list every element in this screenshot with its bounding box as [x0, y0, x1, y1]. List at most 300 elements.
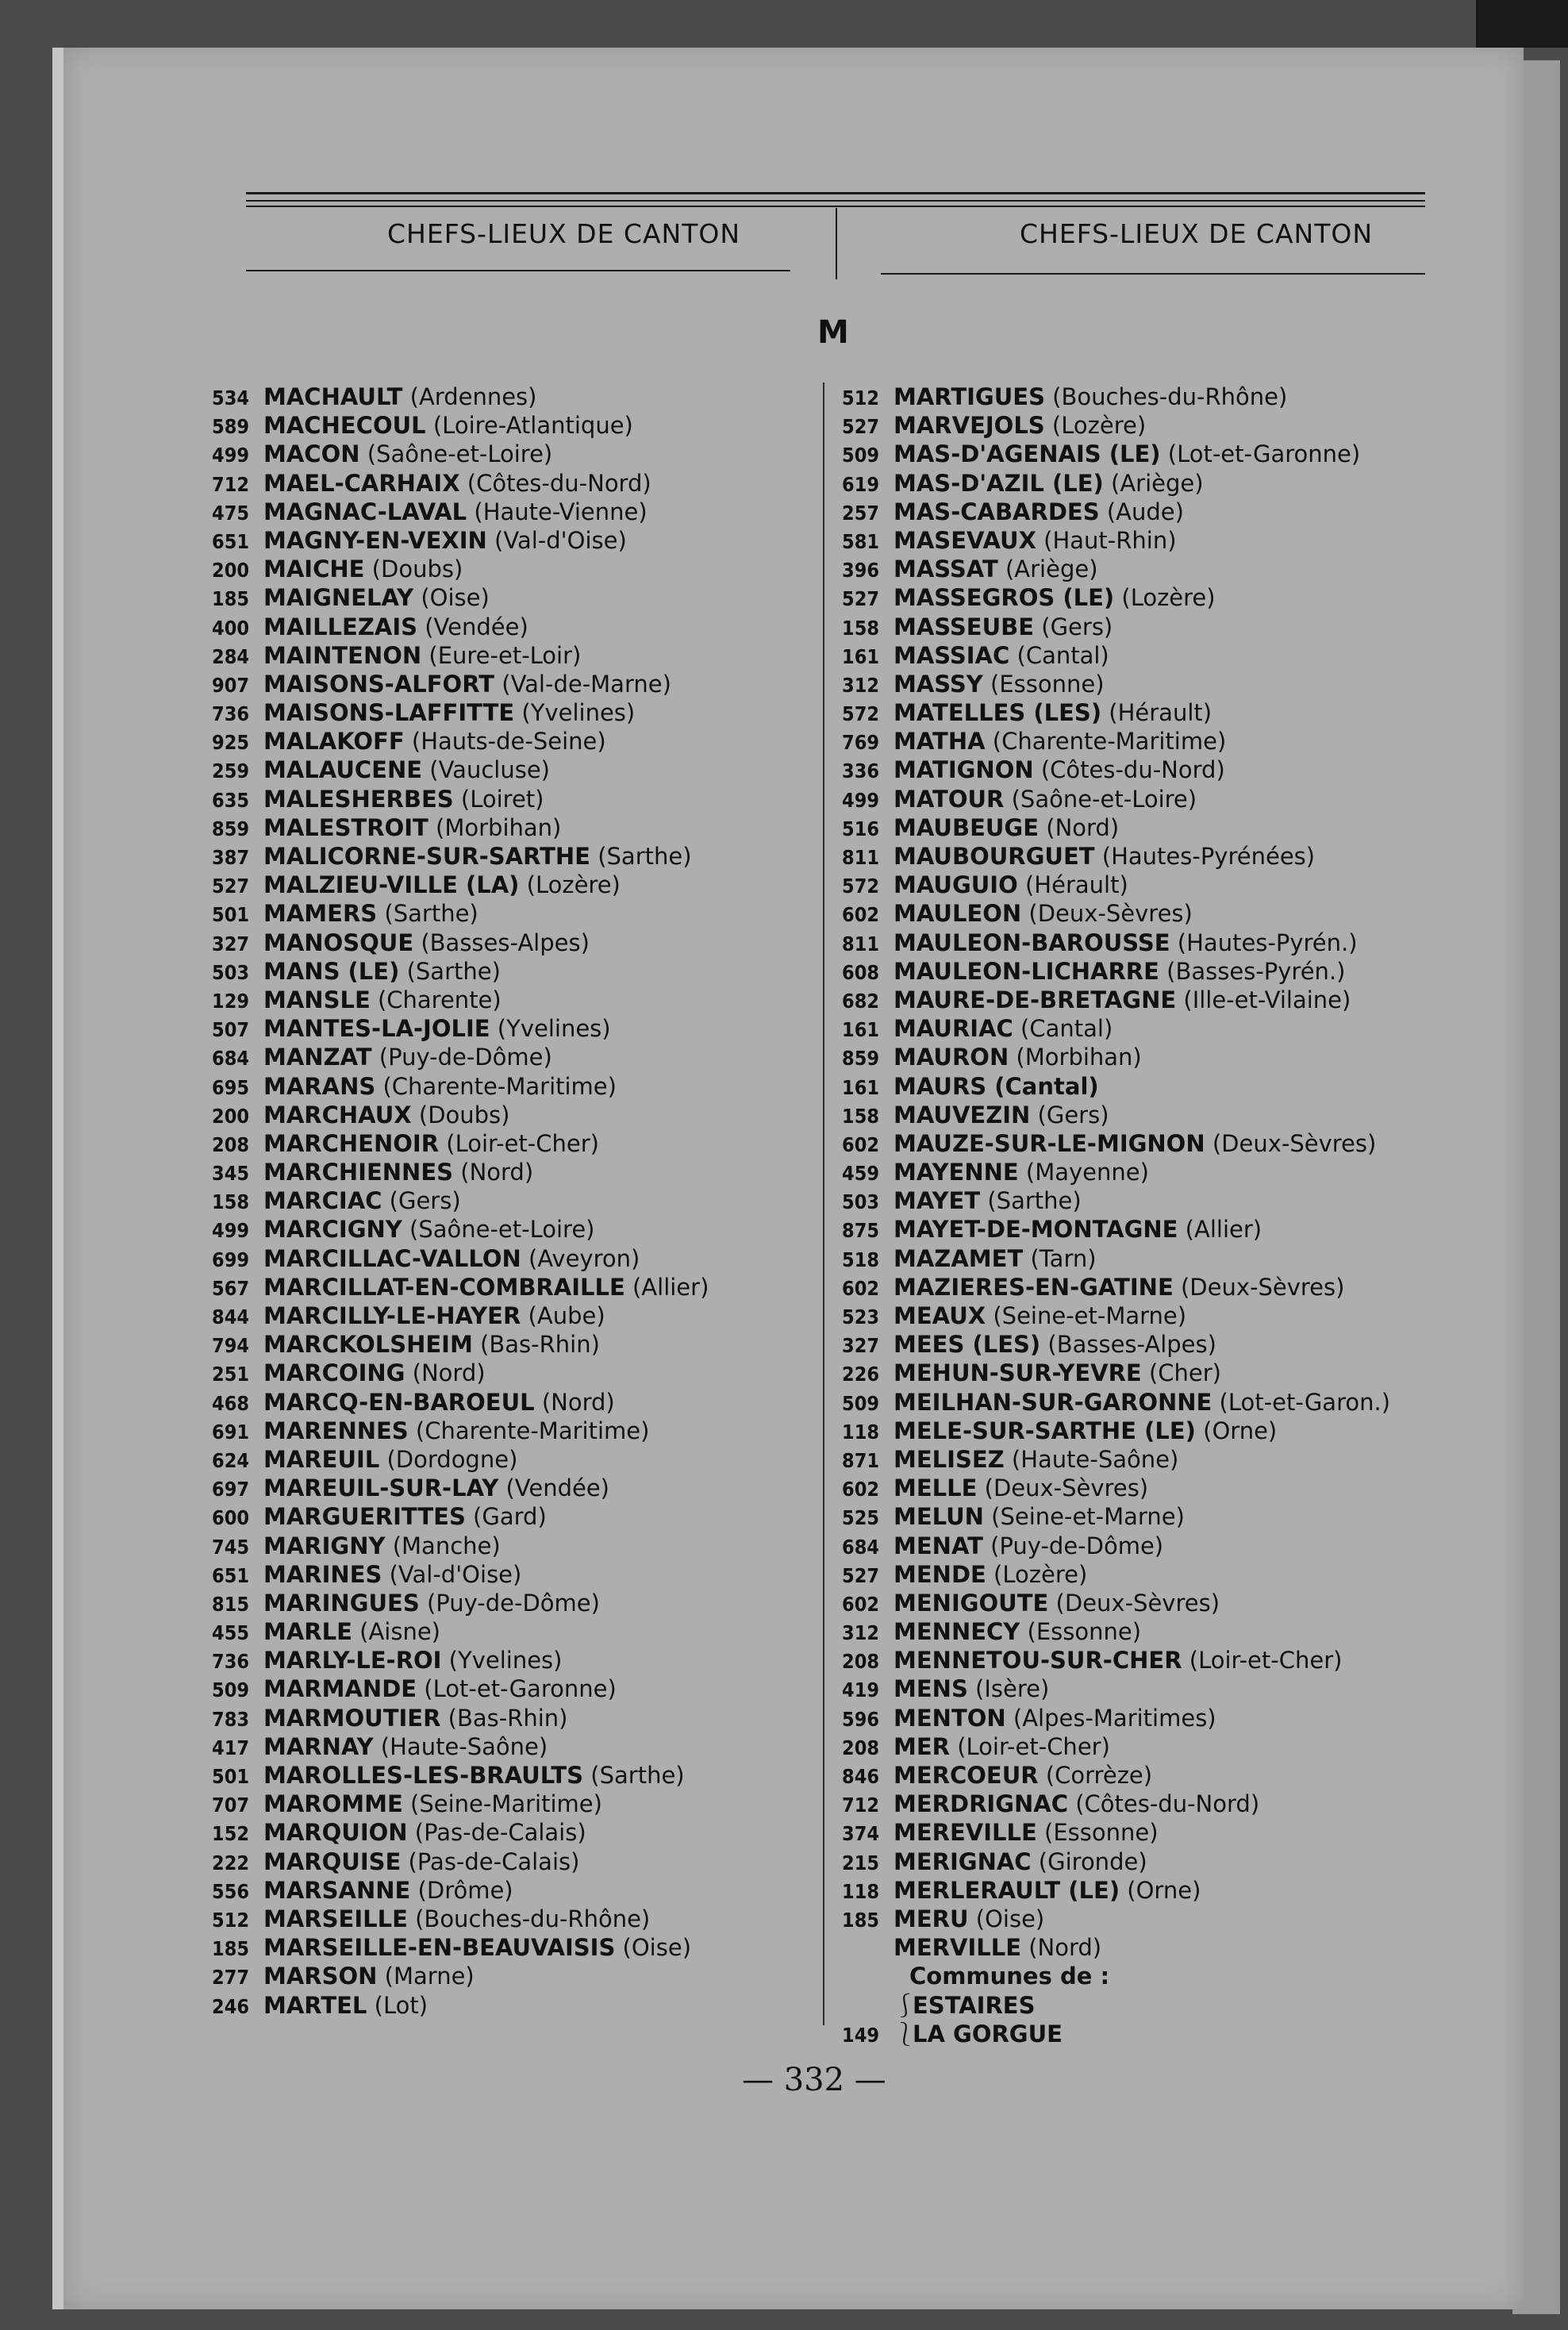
department-name: (Morbihan)	[428, 813, 562, 841]
list-item	[830, 986, 1390, 1014]
department-name: (Oise)	[413, 584, 490, 612]
list-item	[830, 555, 1390, 583]
page-reference: 523	[842, 1305, 879, 1328]
list-item	[830, 440, 1390, 468]
canton-name: MENNECY	[894, 1618, 1020, 1646]
department-name: (Deux-Sèvres)	[1173, 1273, 1345, 1301]
department-name: (Pas-de-Calais)	[407, 1819, 586, 1847]
list-item	[830, 1847, 1390, 1876]
department-name: (Vendée)	[498, 1475, 609, 1502]
page-reference: 226	[842, 1363, 879, 1386]
page-reference: 567	[212, 1276, 249, 1300]
department-name: (Côtes-du-Nord)	[1068, 1790, 1260, 1818]
canton-name: MASSAT	[894, 556, 998, 583]
page-reference: 149	[842, 2023, 879, 2047]
page-reference: 222	[212, 1851, 249, 1874]
page-reference: 691	[212, 1420, 249, 1444]
canton-name: MARMANDE	[263, 1675, 417, 1703]
canton-name: MERCOEUR	[894, 1762, 1039, 1789]
department-name: (Dordogne)	[379, 1445, 518, 1473]
page-reference: 257	[842, 501, 879, 525]
page-reference: 871	[842, 1448, 879, 1472]
page-reference: 459	[842, 1162, 879, 1186]
canton-name: MAUGUIO	[894, 871, 1018, 899]
canton-name: MARLY-LE-ROI	[263, 1647, 442, 1674]
canton-name: MAURON	[894, 1044, 1009, 1071]
canton-name: MANSLE	[263, 986, 371, 1013]
department-name: (Saône-et-Loire)	[402, 1216, 595, 1244]
department-name: (Val-d'Oise)	[486, 526, 627, 554]
list-item	[200, 498, 709, 526]
page-reference: 161	[842, 1075, 879, 1099]
page-reference: 251	[212, 1363, 249, 1386]
list-item	[200, 1617, 709, 1646]
top-rule-1	[246, 192, 1425, 194]
page-reference: 185	[212, 587, 249, 611]
list-item	[200, 871, 709, 899]
list-item	[830, 1474, 1390, 1502]
page-reference: 152	[212, 1822, 249, 1846]
canton-name: MAIGNELAY	[263, 584, 414, 612]
department-name: (Bas-Rhin)	[440, 1704, 568, 1732]
page-reference: 417	[212, 1736, 249, 1759]
canton-name: MACON	[263, 440, 360, 468]
page-number: — 332 —	[742, 2062, 886, 2098]
page-reference: 697	[212, 1478, 249, 1501]
page-reference: 736	[212, 1650, 249, 1674]
canton-name: MAILLEZAIS	[263, 613, 418, 640]
page-reference: 602	[842, 1132, 879, 1156]
list-item	[830, 1790, 1390, 1818]
department-name: (Nord)	[405, 1359, 486, 1387]
list-item	[830, 1532, 1390, 1560]
communes-label: Communes de :	[909, 1963, 1110, 1990]
page-reference: 635	[212, 788, 249, 812]
department-name: (Essonne)	[1020, 1618, 1142, 1646]
canton-name: MANOSQUE	[263, 929, 414, 956]
canton-name: MARCIGNY	[263, 1216, 402, 1244]
department-name: (Gers)	[1030, 1101, 1109, 1128]
department-name: (Hauts-de-Seine)	[404, 728, 606, 756]
page-reference: 158	[212, 1190, 249, 1214]
canton-name: MARINES	[263, 1560, 382, 1588]
department-name: (Lozère)	[1044, 412, 1147, 440]
page-reference: 512	[842, 386, 879, 409]
department-name: (Allier)	[625, 1273, 709, 1301]
page-reference: 602	[842, 1592, 879, 1616]
page-reference: 527	[842, 587, 879, 611]
header-divider	[836, 208, 837, 279]
canton-name: MARNAY	[263, 1732, 374, 1760]
brace-mark: ⎱	[894, 2020, 917, 2047]
department-name: (Orne)	[1120, 1876, 1201, 1904]
page-reference: 499	[842, 788, 879, 812]
department-name: (Hérault)	[1101, 699, 1213, 727]
list-item	[830, 1273, 1390, 1301]
list-item	[830, 1101, 1390, 1129]
list-item	[830, 929, 1390, 957]
department-name: (Seine-Maritime)	[402, 1790, 602, 1818]
page-reference: 129	[212, 989, 249, 1013]
canton-name: MARCKOLSHEIM	[263, 1331, 473, 1359]
department-name: (Basses-Pyrén.)	[1159, 957, 1346, 985]
list-item	[200, 1876, 709, 1905]
department-name: (Isère)	[967, 1675, 1050, 1703]
department-name: (Vaucluse)	[422, 756, 550, 784]
canton-name: MASEVAUX	[894, 526, 1036, 554]
page-reference: 327	[842, 1334, 879, 1358]
department-name: (Seine-et-Marne)	[986, 1302, 1187, 1329]
canton-name: MENAT	[894, 1532, 983, 1559]
list-item	[200, 727, 709, 756]
canton-name: MALESHERBES	[263, 785, 454, 813]
department-name: (Manche)	[385, 1532, 501, 1559]
canton-name: MAISONS-LAFFITTE	[263, 699, 515, 727]
page-reference: 619	[842, 472, 879, 496]
department-name: (Sarthe)	[583, 1762, 685, 1789]
department-name: (Ardennes)	[402, 383, 537, 410]
commune-item	[830, 1991, 1390, 2020]
canton-name: MEREVILLE	[894, 1819, 1037, 1847]
list-item	[200, 1962, 709, 1990]
page-reference: 327	[212, 932, 249, 955]
department-name: (Doubs)	[364, 556, 463, 583]
list-item	[200, 1905, 709, 1933]
department-name: (Loiret)	[453, 785, 544, 813]
page-reference: 208	[842, 1650, 879, 1674]
page-reference: 608	[842, 960, 879, 984]
canton-name: MASSIAC	[894, 641, 1010, 669]
list-item	[200, 1129, 709, 1158]
department-name: (Sarthe)	[399, 957, 501, 985]
page-reference: 736	[212, 702, 249, 726]
canton-name: MAULEON-LICHARRE	[894, 957, 1159, 985]
department-name: (Hautes-Pyrén.)	[1170, 929, 1358, 956]
department-name: (Gironde)	[1031, 1847, 1147, 1875]
list-item	[830, 1704, 1390, 1732]
list-item	[830, 1617, 1390, 1646]
canton-name: MAUBOURGUET	[894, 843, 1095, 870]
canton-name: MARSANNE	[263, 1876, 411, 1904]
list-item	[200, 842, 709, 871]
page-reference: 556	[212, 1879, 249, 1903]
canton-name: MAICHE	[263, 556, 365, 583]
canton-name: MENDE	[894, 1560, 986, 1588]
page-reference: 161	[842, 644, 879, 668]
canton-name: MARIGNY	[263, 1532, 386, 1559]
department-name: (Bas-Rhin)	[472, 1331, 600, 1359]
canton-name: MALESTROIT	[263, 813, 429, 841]
page-reference: 651	[212, 529, 249, 553]
list-item	[200, 1330, 709, 1359]
list-item	[200, 526, 709, 555]
page-reference: 925	[212, 731, 249, 755]
list-item	[200, 383, 709, 411]
canton-name: MAUZE-SUR-LE-MIGNON	[894, 1129, 1205, 1157]
header-right: CHEFS-LIEUX DE CANTON	[1020, 218, 1374, 249]
list-item	[200, 1818, 709, 1847]
list-item	[830, 498, 1390, 526]
department-name: (Côtes-du-Nord)	[1033, 756, 1225, 784]
page-reference: 699	[212, 1248, 249, 1271]
list-item	[200, 1301, 709, 1330]
department-name: (Puy-de-Dôme)	[419, 1589, 600, 1617]
department-name: (Gard)	[465, 1503, 547, 1531]
canton-name: MARSEILLE	[263, 1905, 408, 1932]
list-item	[200, 1273, 709, 1301]
top-rule-2	[246, 200, 1425, 202]
department-name: (Basses-Alpes)	[1040, 1331, 1216, 1359]
page-reference: 374	[842, 1822, 879, 1846]
department-name: (Lot)	[367, 1991, 429, 2019]
page-reference: 572	[842, 875, 879, 898]
canton-name: MENNETOU-SUR-CHER	[894, 1647, 1182, 1674]
canton-name: MAUBEUGE	[894, 813, 1040, 841]
list-item	[830, 583, 1390, 612]
page-reference: 512	[212, 1908, 249, 1932]
list-item	[200, 440, 709, 468]
list-item	[830, 1417, 1390, 1445]
list-item	[830, 1186, 1390, 1215]
list-item	[200, 1502, 709, 1531]
list-item	[830, 1072, 1390, 1101]
list-item	[200, 1359, 709, 1387]
department-name: (Sarthe)	[980, 1187, 1082, 1215]
commune-name: ESTAIRES	[913, 1991, 1036, 2019]
department-name: (Yvelines)	[490, 1015, 611, 1043]
canton-name: MARGUERITTES	[263, 1503, 466, 1531]
department-name: (Haute-Saône)	[373, 1732, 548, 1760]
department-name: (Puy-de-Dôme)	[371, 1044, 552, 1071]
list-item	[830, 785, 1390, 813]
department-name: (Loir-et-Cher)	[950, 1732, 1110, 1760]
list-item	[830, 727, 1390, 756]
department-name: (Haut-Rhin)	[1036, 526, 1177, 554]
canton-name: MARVEJOLS	[894, 412, 1045, 440]
department-name: (Marne)	[377, 1963, 475, 1990]
page-reference: 624	[212, 1448, 249, 1472]
list-item	[830, 641, 1390, 670]
page-reference: 907	[212, 673, 249, 697]
list-item	[830, 1330, 1390, 1359]
department-name: (Aude)	[1099, 498, 1184, 525]
list-item	[830, 1445, 1390, 1474]
page-reference: 602	[842, 1276, 879, 1300]
canton-name: MEHUN-SUR-YEVRE	[894, 1359, 1142, 1387]
list-item	[200, 957, 709, 986]
list-item	[830, 1502, 1390, 1531]
department-name: (Aube)	[521, 1302, 605, 1329]
canton-name: MAREUIL	[263, 1445, 380, 1473]
canton-name: MARCHENOIR	[263, 1129, 440, 1157]
list-item	[830, 1129, 1390, 1158]
canton-name: MAS-D'AGENAIS (LE)	[894, 440, 1161, 468]
list-item	[200, 1043, 709, 1071]
department-name: (Lot-et-Garonne)	[1160, 440, 1361, 468]
department-name: (Charente-Maritime)	[408, 1417, 650, 1444]
canton-name: MAMERS	[263, 900, 378, 928]
department-name: (Essonne)	[982, 670, 1105, 698]
canton-name: MALICORNE-SUR-SARTHE	[263, 843, 590, 870]
page-reference: 246	[212, 1994, 249, 2018]
department-name: (Lot-et-Garonne)	[417, 1675, 617, 1703]
page-reference: 501	[212, 1765, 249, 1788]
page-reference: 783	[212, 1707, 249, 1731]
canton-name: MASSEUBE	[894, 613, 1035, 640]
right-column	[830, 383, 1390, 2048]
canton-name: MER	[894, 1732, 950, 1760]
list-item	[830, 842, 1390, 871]
page-reference: 509	[842, 444, 879, 467]
page-reference: 387	[212, 846, 249, 869]
page-reference: 527	[842, 415, 879, 439]
department-name: (Vendée)	[417, 613, 528, 640]
canton-name: MANS (LE)	[263, 957, 400, 985]
page-reference: 651	[212, 1563, 249, 1587]
department-name: (Lot-et-Garon.)	[1212, 1388, 1391, 1416]
list-item	[830, 613, 1390, 641]
header-underline-left	[246, 270, 790, 271]
list-item	[200, 986, 709, 1014]
canton-name: MAEL-CARHAIX	[263, 469, 460, 497]
list-item	[830, 1646, 1390, 1674]
canton-name: MARCILLAC-VALLON	[263, 1244, 521, 1272]
canton-name: MENIGOUTE	[894, 1589, 1049, 1617]
department-name: (Ariège)	[1103, 469, 1204, 497]
canton-name: MAS-CABARDES	[894, 498, 1100, 525]
list-item	[200, 411, 709, 440]
department-name: (Cantal)	[1013, 1015, 1113, 1043]
department-name: (Essonne)	[1036, 1819, 1159, 1847]
canton-name: MAINTENON	[263, 641, 422, 669]
list-item	[830, 411, 1390, 440]
canton-name: MAREUIL-SUR-LAY	[263, 1475, 499, 1502]
list-item	[200, 1417, 709, 1445]
department-name: (Corrèze)	[1038, 1762, 1153, 1789]
page-reference: 600	[212, 1506, 249, 1530]
canton-name: MATHA	[894, 728, 986, 756]
page-reference: 503	[842, 1190, 879, 1214]
department-name: (Allier)	[1178, 1216, 1262, 1244]
list-item	[830, 383, 1390, 411]
canton-name: MARLE	[263, 1618, 352, 1646]
canton-name: MARTIGUES	[894, 383, 1045, 410]
page-reference: 200	[212, 559, 249, 582]
list-item	[830, 1560, 1390, 1589]
page-reference: 284	[212, 644, 249, 668]
list-item	[830, 1933, 1390, 1962]
list-item	[200, 1704, 709, 1732]
list-item	[200, 641, 709, 670]
page-reference: 400	[212, 616, 249, 640]
department-name: (Charente-Maritime)	[375, 1072, 617, 1100]
list-item	[200, 1215, 709, 1244]
page-reference: 527	[212, 875, 249, 898]
list-item	[830, 1674, 1390, 1703]
page-reference: 712	[212, 472, 249, 496]
canton-name: MAURS (Cantal)	[894, 1072, 1099, 1100]
list-item	[200, 1761, 709, 1790]
page-reference: 602	[842, 1478, 879, 1501]
department-name: (Saône-et-Loire)	[1004, 785, 1197, 813]
department-name: (Oise)	[968, 1905, 1045, 1932]
list-item	[200, 1646, 709, 1674]
department-name: (Côtes-du-Nord)	[459, 469, 651, 497]
header-left: CHEFS-LIEUX DE CANTON	[387, 218, 741, 249]
list-item	[200, 1445, 709, 1474]
list-item	[830, 526, 1390, 555]
list-item	[200, 1532, 709, 1560]
canton-name: MANZAT	[263, 1044, 372, 1071]
canton-name: MARMOUTIER	[263, 1704, 441, 1732]
column-divider	[823, 383, 824, 2025]
canton-name: MAYENNE	[894, 1159, 1019, 1186]
canton-name: MAS-D'AZIL (LE)	[894, 469, 1104, 497]
top-rule-3	[246, 206, 1425, 207]
department-name: (Loir-et-Cher)	[1182, 1647, 1343, 1674]
list-item	[200, 555, 709, 583]
page-reference: 501	[212, 903, 249, 927]
canton-name: MERVILLE	[894, 1934, 1022, 1962]
department-name: (Ariège)	[997, 556, 1098, 583]
list-item	[830, 469, 1390, 498]
canton-name: MALAUCENE	[263, 756, 423, 784]
page-reference: 468	[212, 1391, 249, 1415]
canton-name: MENTON	[894, 1704, 1006, 1732]
department-name: (Sarthe)	[590, 843, 692, 870]
list-item	[200, 1589, 709, 1617]
list-item	[830, 1359, 1390, 1387]
list-item	[200, 1158, 709, 1186]
list-item	[830, 1043, 1390, 1071]
list-item	[200, 583, 709, 612]
list-item	[200, 1674, 709, 1703]
canton-name: MARQUION	[263, 1819, 408, 1847]
page-reference: 695	[212, 1075, 249, 1099]
department-name: (Val-de-Marne)	[494, 670, 671, 698]
list-item	[200, 1790, 709, 1818]
department-name: (Deux-Sèvres)	[1021, 900, 1193, 928]
list-item	[830, 1301, 1390, 1330]
page-reference: 503	[212, 960, 249, 984]
list-item	[200, 1014, 709, 1043]
canton-name: MAULEON-BAROUSSE	[894, 929, 1170, 956]
page-reference: 455	[212, 1621, 249, 1645]
list-item	[200, 756, 709, 784]
department-name: (Gers)	[382, 1187, 461, 1215]
list-item	[200, 1244, 709, 1273]
list-item	[200, 1732, 709, 1761]
page-reference: 200	[212, 1104, 249, 1128]
list-item	[830, 1818, 1390, 1847]
list-item	[200, 698, 709, 727]
page-reference: 419	[842, 1678, 879, 1702]
department-name: (Deux-Sèvres)	[1205, 1129, 1377, 1157]
section-letter: M	[817, 314, 849, 351]
department-name: (Oise)	[615, 1934, 692, 1962]
list-item	[830, 670, 1390, 698]
list-item	[830, 871, 1390, 899]
page-reference: 161	[842, 1018, 879, 1042]
canton-name: MAZIERES-EN-GATINE	[894, 1273, 1174, 1301]
list-item	[200, 1991, 709, 2020]
canton-name: MAURIAC	[894, 1015, 1013, 1043]
page-reference: 581	[842, 529, 879, 553]
department-name: (Morbihan)	[1009, 1044, 1142, 1071]
list-item	[830, 957, 1390, 986]
canton-name: MENS	[894, 1675, 968, 1703]
list-item	[200, 1560, 709, 1589]
